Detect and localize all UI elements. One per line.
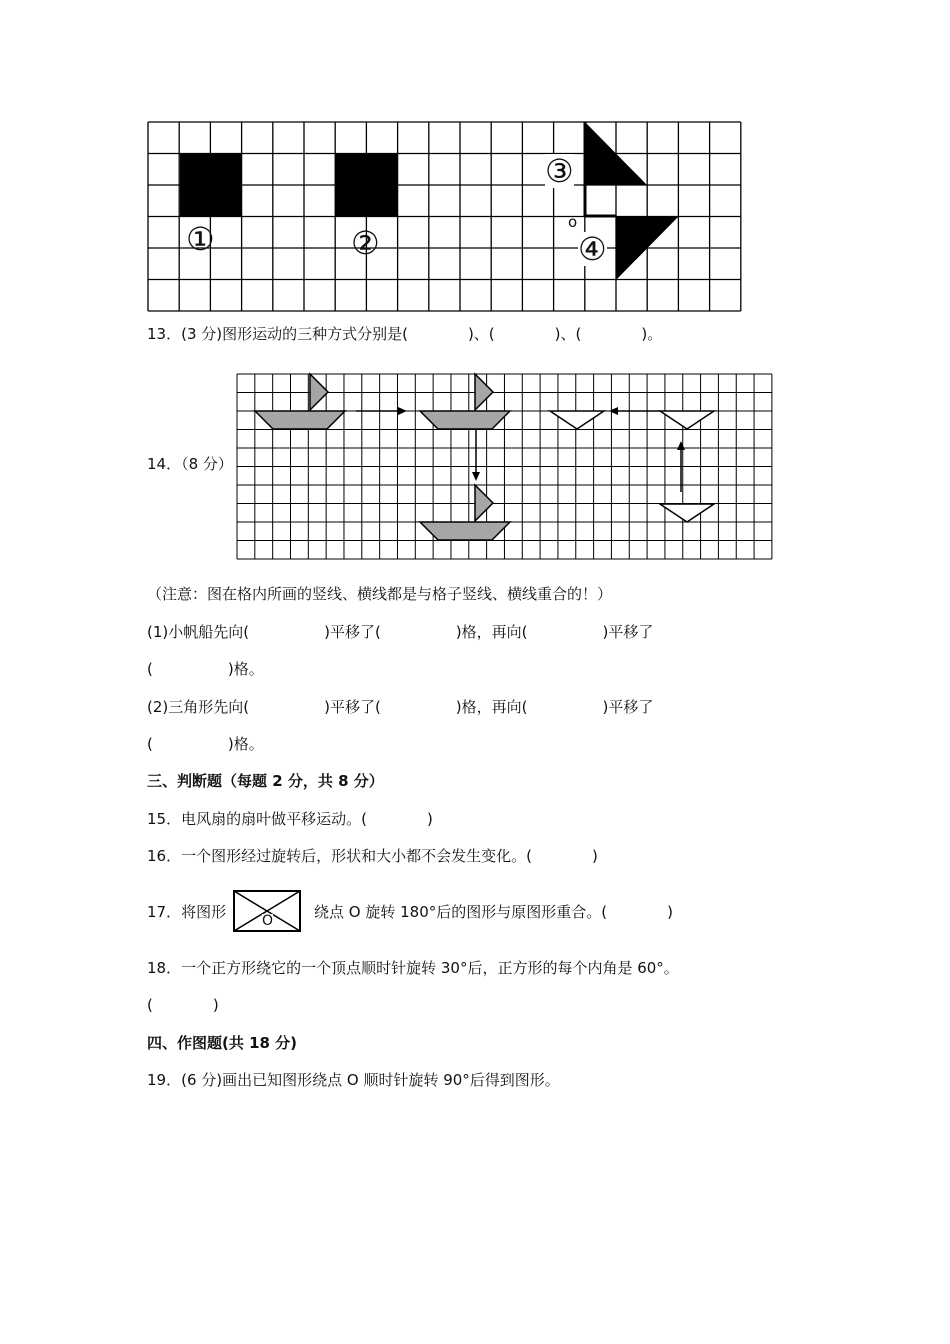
label-circle-4: ④	[578, 230, 607, 268]
arrowhead-right-icon	[398, 407, 407, 415]
question-17-prefix: 17．将图形	[147, 903, 227, 921]
black-square-1	[180, 154, 242, 216]
section-3-title: 三、判断题（每题 2 分，共 8 分）	[147, 772, 384, 790]
label-circle-2: ②	[351, 224, 380, 262]
figure-grid-shapes	[0, 110, 950, 310]
figure-grid-translation	[0, 370, 950, 570]
triangle-right	[660, 411, 714, 429]
question-14-note: （注意：图在格内所画的竖线、横线都是与格子竖线、横线重合的！）	[147, 585, 613, 603]
question-18-line2: ( )	[147, 996, 219, 1014]
question-16: 16．一个图形经过旋转后，形状和大小都不会发生变化。( )	[147, 847, 598, 865]
label-circle-3: ③	[545, 152, 574, 190]
black-square-2	[335, 154, 397, 216]
triangle-bottom	[660, 504, 714, 522]
center-point-label: o	[568, 213, 578, 231]
sailboat-original	[255, 374, 345, 429]
question-18-line1: 18．一个正方形绕它的一个顶点顺时针旋转 30°后，正方形的每个内角是 60°。	[147, 959, 679, 977]
question-13: 13．(3 分)图形运动的三种方式分别是( )、( )、( )。	[147, 325, 663, 343]
rectangle-center-label: O	[262, 913, 274, 929]
arrowhead-left-icon	[609, 407, 618, 415]
question-14-sub2-line2: ( )格。	[147, 735, 264, 753]
arrowhead-down-icon	[472, 472, 480, 481]
question-19: 19．(6 分)画出已知图形绕点 O 顺时针旋转 90°后得到图形。	[147, 1071, 560, 1089]
arrowhead-up-icon	[677, 441, 685, 450]
question-17-suffix: 绕点 O 旋转 180°后的图形与原图形重合。( )	[314, 903, 673, 921]
section-4-title: 四、作图题(共 18 分)	[147, 1034, 298, 1052]
label-circle-1: ①	[186, 220, 215, 258]
question-14-sub1-line2: ( )格。	[147, 660, 264, 678]
question-14-sub2-line1: (2)三角形先向( )平移了( )格，再向( )平移了	[147, 698, 654, 716]
question-14-label: 14．（8 分）	[147, 455, 233, 473]
question-14-sub1-line1: (1)小帆船先向( )平移了( )格，再向( )平移了	[147, 623, 654, 641]
question-15: 15．电风扇的扇叶做平移运动。( )	[147, 810, 433, 828]
